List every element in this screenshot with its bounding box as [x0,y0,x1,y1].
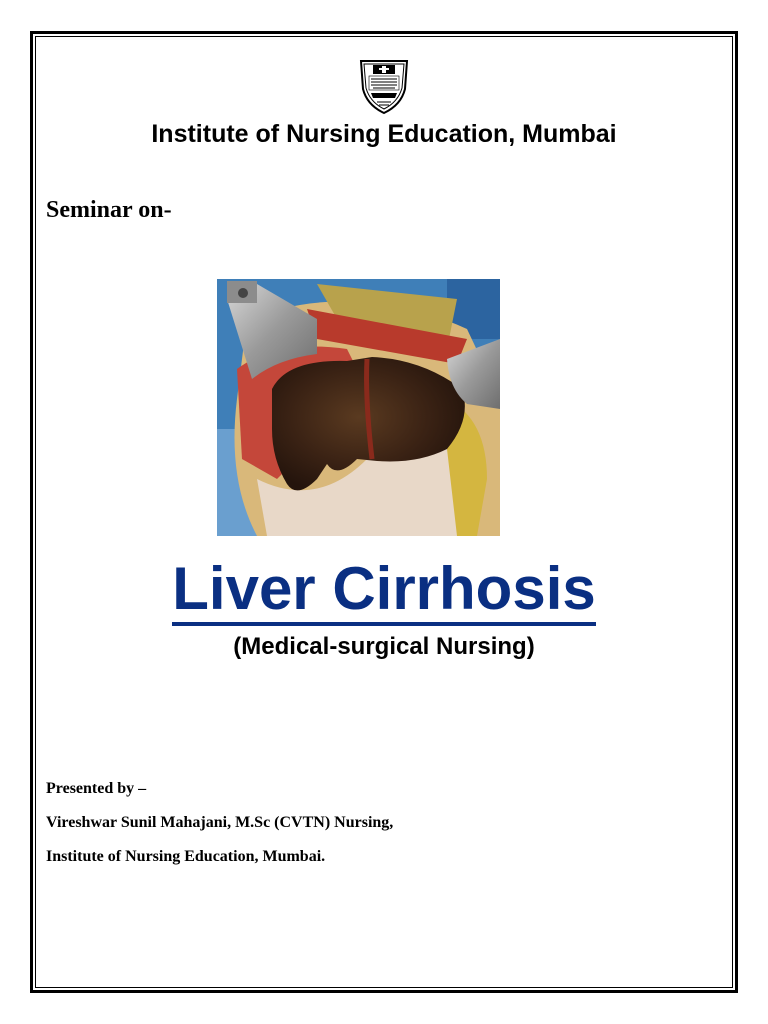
presented-by-label: Presented by – [46,780,147,797]
liver-surgery-photo [217,279,500,536]
document-title [0,553,768,625]
presenter-name: Vireshwar Sunil Mahajani, M.Sc (CVTN) Nursing, [46,814,394,831]
institute-crest-icon [357,55,411,115]
institute-heading: Institute of Nursing Education, Mumbai [151,120,617,148]
document-title-text: Liver Cirrhosis [172,555,596,626]
presenter-affiliation: Institute of Nursing Education, Mumbai. [46,848,326,865]
document-subtitle: (Medical-surgical Nursing) [233,633,535,660]
presenter-block [46,779,393,881]
seminar-label: Seminar on- [46,197,172,223]
